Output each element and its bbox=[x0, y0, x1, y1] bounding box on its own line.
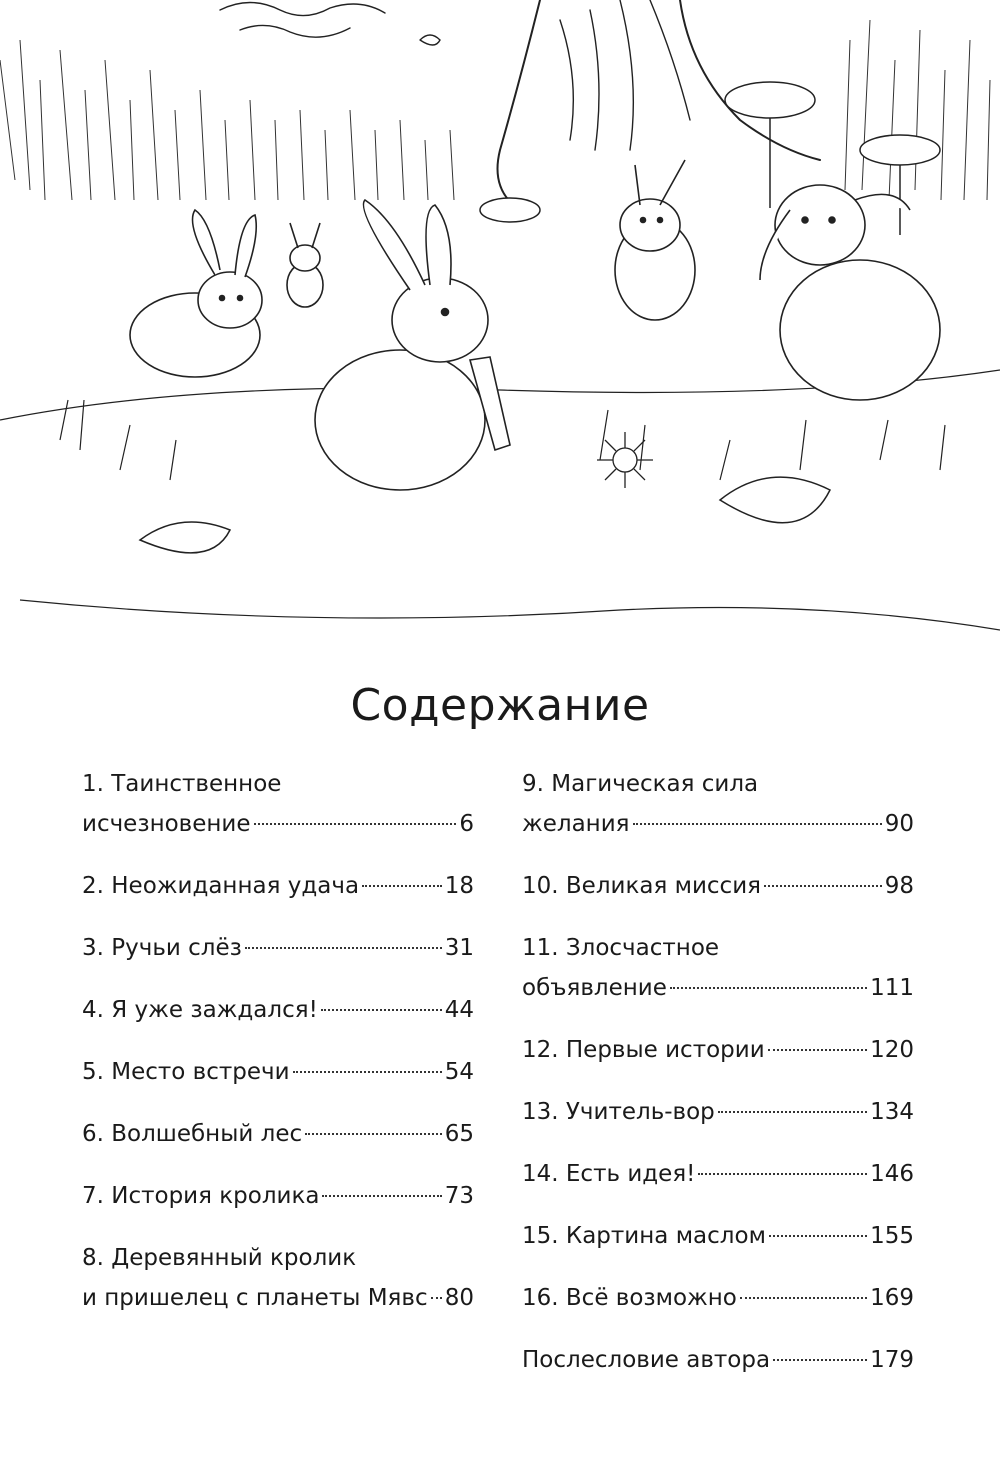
toc-entry-title: исчезновение bbox=[82, 811, 251, 837]
toc-entry-title: 13. Учитель-вор bbox=[522, 1099, 715, 1125]
toc-entry-title: 12. Первые истории bbox=[522, 1037, 765, 1063]
toc-page-number: 31 bbox=[444, 935, 474, 961]
toc-entry[interactable] bbox=[522, 1030, 914, 1070]
dot-leader bbox=[293, 1071, 442, 1073]
toc-entry-title-line1: 11. Злосчастное bbox=[522, 935, 720, 961]
toc-left-column bbox=[82, 764, 474, 1340]
toc-entry-title: 2. Неожиданная удача bbox=[82, 873, 360, 899]
toc-entry-title: и пришелец с планеты Мявс bbox=[82, 1285, 428, 1311]
toc-entry[interactable] bbox=[82, 928, 474, 968]
toc-entry[interactable] bbox=[82, 764, 474, 844]
dot-leader bbox=[322, 1195, 441, 1197]
toc-entry-title: Послесловие автора bbox=[522, 1347, 771, 1373]
toc-entry-title: 15. Картина маслом bbox=[522, 1223, 766, 1249]
toc-entry-title-line1: 1. Таинственное bbox=[82, 771, 282, 797]
dot-leader bbox=[633, 823, 882, 825]
toc-page-number: 18 bbox=[444, 873, 474, 899]
toc-entry-title-line1: 9. Магическая сила bbox=[522, 771, 759, 797]
dot-leader bbox=[773, 1359, 867, 1361]
dot-leader bbox=[768, 1049, 867, 1051]
toc-page-number: 80 bbox=[444, 1285, 474, 1311]
page-title: Содержание bbox=[350, 680, 650, 731]
toc-page-number: 6 bbox=[459, 811, 474, 837]
dot-leader bbox=[764, 885, 882, 887]
toc-page-number: 134 bbox=[870, 1099, 914, 1125]
toc-entry[interactable] bbox=[82, 990, 474, 1030]
toc-entry[interactable] bbox=[82, 1114, 474, 1154]
dot-leader bbox=[431, 1297, 442, 1299]
dot-leader bbox=[321, 1009, 442, 1011]
toc-entry[interactable] bbox=[82, 1238, 474, 1318]
toc-entry-title: 16. Всё возможно bbox=[522, 1285, 737, 1311]
toc-page-number: 44 bbox=[444, 997, 474, 1023]
toc-entry[interactable] bbox=[522, 1216, 914, 1256]
toc-entry-title: 7. История кролика bbox=[82, 1183, 320, 1209]
toc-entry[interactable] bbox=[522, 1340, 914, 1380]
toc-entry[interactable] bbox=[82, 1176, 474, 1216]
toc-page-number: 65 bbox=[444, 1121, 474, 1147]
toc-entry[interactable] bbox=[82, 1052, 474, 1092]
toc-page-number: 120 bbox=[870, 1037, 914, 1063]
toc-page-number: 54 bbox=[444, 1059, 474, 1085]
toc-right-column bbox=[522, 764, 914, 1402]
toc-page-number: 155 bbox=[870, 1223, 914, 1249]
toc-entry-title-line1: 8. Деревянный кролик bbox=[82, 1245, 357, 1271]
toc-entry[interactable] bbox=[522, 928, 914, 1008]
toc-entry-title: 10. Великая миссия bbox=[522, 873, 761, 899]
toc-page-number: 169 bbox=[870, 1285, 914, 1311]
toc-entry-title: 6. Волшебный лес bbox=[82, 1121, 303, 1147]
dot-leader bbox=[305, 1133, 442, 1135]
dot-leader bbox=[740, 1297, 867, 1299]
dot-leader bbox=[362, 885, 442, 887]
toc-entry-title: 4. Я уже заждался! bbox=[82, 997, 318, 1023]
toc-entry-title: объявление bbox=[522, 975, 667, 1001]
rabbits-in-forest-illustration bbox=[0, 0, 1000, 650]
toc-entry[interactable] bbox=[82, 866, 474, 906]
dot-leader bbox=[245, 947, 442, 949]
dot-leader bbox=[698, 1173, 867, 1175]
toc-entry[interactable] bbox=[522, 1092, 914, 1132]
toc-entry-title: желания bbox=[522, 811, 630, 837]
toc-page-number: 73 bbox=[444, 1183, 474, 1209]
toc-entry[interactable] bbox=[522, 764, 914, 844]
toc-entry[interactable] bbox=[522, 866, 914, 906]
toc-entry-title: 5. Место встречи bbox=[82, 1059, 290, 1085]
toc-page-number: 146 bbox=[870, 1161, 914, 1187]
dot-leader bbox=[670, 987, 867, 989]
toc-entry-title: 14. Есть идея! bbox=[522, 1161, 696, 1187]
toc-entry[interactable] bbox=[522, 1278, 914, 1318]
dot-leader bbox=[254, 823, 457, 825]
toc-entry[interactable] bbox=[522, 1154, 914, 1194]
dot-leader bbox=[718, 1111, 867, 1113]
toc-page-number: 111 bbox=[870, 975, 914, 1001]
toc-page-number: 90 bbox=[884, 811, 914, 837]
dot-leader bbox=[769, 1235, 867, 1237]
toc-page-number: 179 bbox=[870, 1347, 914, 1373]
toc-entry-title: 3. Ручьи слёз bbox=[82, 935, 242, 961]
toc-page-number: 98 bbox=[884, 873, 914, 899]
